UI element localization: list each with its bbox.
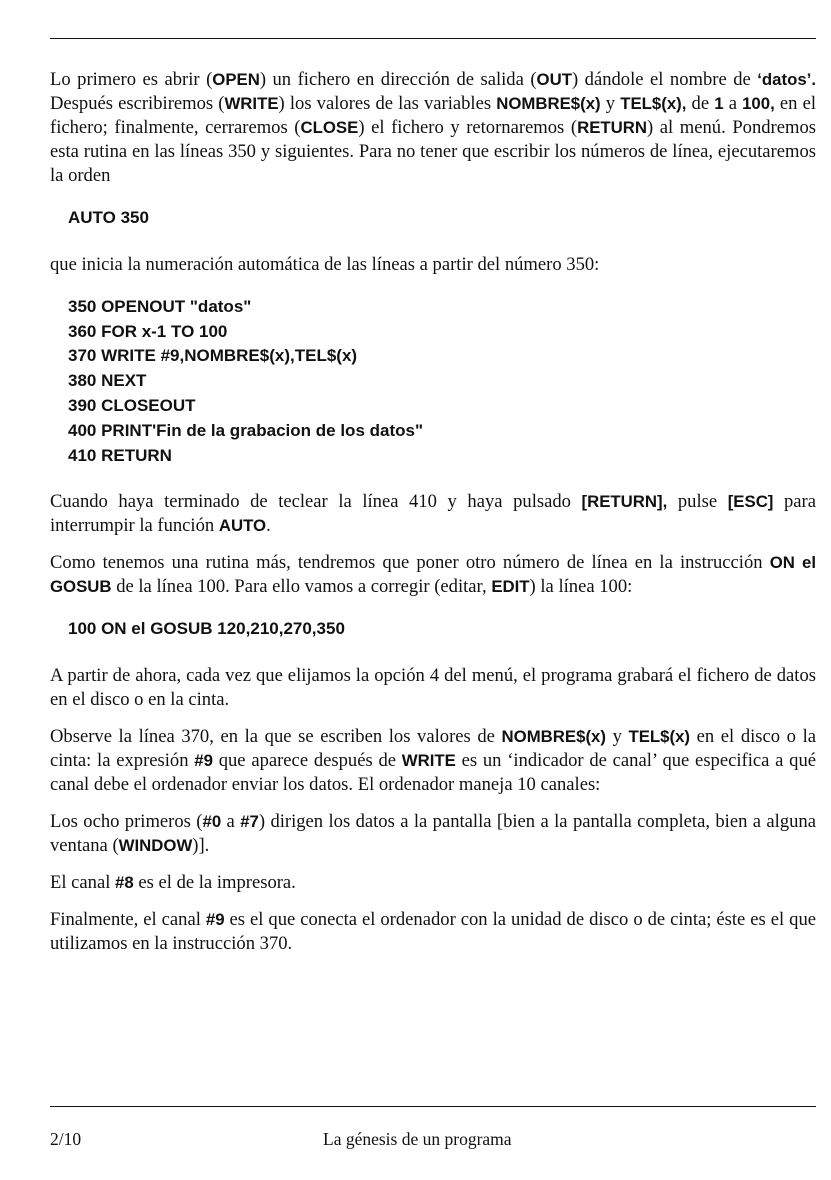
paragraph-printer-channel: El canal #8 es el de la impresora. <box>50 872 296 894</box>
running-title: La génesis de un programa <box>323 1129 512 1149</box>
page-footer <box>50 1129 816 1153</box>
code-line: 390 CLOSEOUT <box>68 395 196 415</box>
paragraph-edit-gosub: Como tenemos una rutina más, tendremos que poner otro número de línea en la instrucción ON el GOSUB de la línea 100. Para ello vamos a corregir (editar, EDIT) la línea 100: <box>50 552 816 598</box>
paragraph-disk-channel: Finalmente, el canal #9 es el que conecta el ordenador con la unidad de disco o de cinta; éste es el que utilizamos en la instrucción 370. <box>50 909 817 955</box>
code-line: 380 NEXT <box>68 371 147 391</box>
paragraph-menu-option: A partir de ahora, cada vez que elijamos la opción 4 del menú, el programa grabará el fichero de datos en el disco o en la cinta. <box>50 665 816 711</box>
paragraph-open-file: Lo primero es abrir (OPEN) un fichero en dirección de salida (OUT) dándole el nombre de ‘datos’. Después escribiremos (WRITE) los valores de las variables NOMBRE$(x) y TEL$(x), de 1 a 100, en el fichero; finalmente, cerraremos (CLOSE) el fichero y retornaremos (RETURN) al menú. Pondremos esta rutina en las líneas 350 y siguientes. Para no tener que escribir los números de línea, ejecutaremos la orden <box>50 69 817 186</box>
page-body <box>50 68 816 969</box>
code-auto-command <box>68 206 816 231</box>
paragraph-finish-typing: Cuando haya terminado de teclear la línea 410 y haya pulsado [RETURN], pulse [ESC] para interrumpir la función AUTO. <box>50 491 816 537</box>
code-line: 100 ON el GOSUB 120,210,270,350 <box>68 619 345 639</box>
top-rule <box>50 38 816 39</box>
code-line: 370 WRITE #9,NOMBRE$(x),TEL$(x) <box>68 346 358 366</box>
code-listing <box>68 295 816 469</box>
code-line: AUTO 350 <box>68 208 149 227</box>
code-line: 350 OPENOUT "datos" <box>68 296 252 316</box>
code-line: 400 PRINT'Fin de la grabacion de los datos" <box>68 420 424 440</box>
code-line: 360 FOR x-1 TO 100 <box>68 321 228 341</box>
paragraph-screen-channels: Los ocho primeros (#0 a #7) dirigen los datos a la pantalla [bien a la pantalla completa, bien a alguna ventana (WINDOW)]. <box>50 811 816 857</box>
paragraph-channel-indicator: Observe la línea 370, en la que se escriben los valores de NOMBRE$(x) y TEL$(x) en el disco o la cinta: la expresión #9 que aparece después de WRITE es un ‘indicador de canal’ que especifica a qué canal debe el ordenador enviar los datos. El ordenador maneja 10 canales: <box>50 726 816 796</box>
code-line: 410 RETURN <box>68 445 172 465</box>
page-number: 2/10 <box>50 1129 82 1149</box>
code-gosub-line <box>68 617 816 642</box>
bottom-rule <box>50 1106 816 1107</box>
paragraph-auto-numbering: que inicia la numeración automática de las líneas a partir del número 350: <box>50 253 600 275</box>
